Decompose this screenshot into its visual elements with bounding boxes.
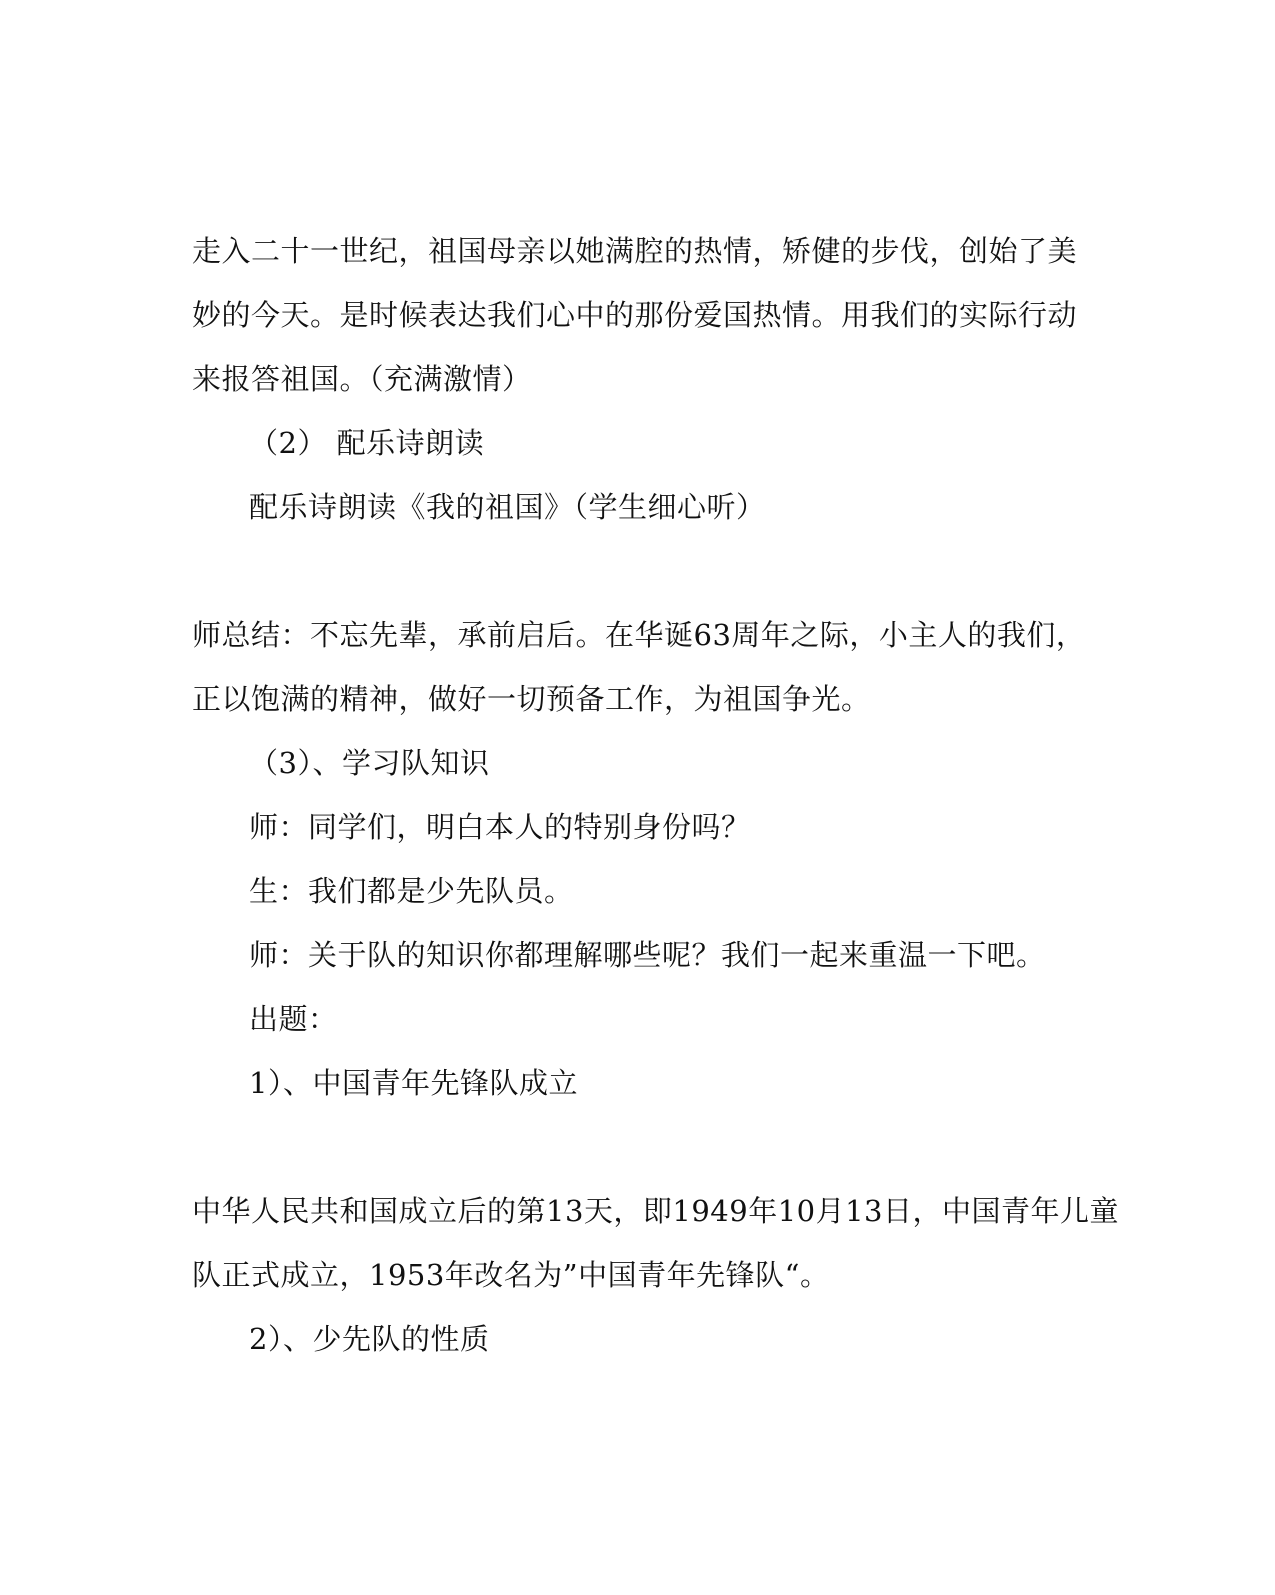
paragraph-line: 配乐诗朗读《我的祖国》（学生细心听） bbox=[249, 490, 766, 524]
paragraph-line: 队正式成立，1953年改名为”中国青年先锋队“。 bbox=[192, 1258, 830, 1292]
paragraph-line: 中华人民共和国成立后的第13天，即1949年10月13日，中国青年儿童 bbox=[192, 1194, 1120, 1228]
question-heading: 1）、中国青年先锋队成立 bbox=[249, 1066, 578, 1100]
paragraph-line: 来报答祖国。（充满激情） bbox=[192, 362, 532, 396]
paragraph-line: 正以饱满的精神，做好一切预备工作，为祖国争光。 bbox=[192, 682, 871, 716]
dialogue-line: 师：同学们，明白本人的特别身份吗？ bbox=[249, 810, 751, 844]
section-heading: （2） 配乐诗朗读 bbox=[249, 426, 485, 460]
paragraph-line: 出题： bbox=[249, 1002, 338, 1036]
paragraph-line: 走入二十一世纪，祖国母亲以她满腔的热情，矫健的步伐，创始了美 bbox=[192, 234, 1078, 268]
paragraph-line: 师总结：不忘先辈，承前启后。在华诞63周年之际，小主人的我们， bbox=[192, 618, 1086, 652]
section-heading: （3）、学习队知识 bbox=[249, 746, 490, 780]
paragraph-line: 妙的今天。是时候表达我们心中的那份爱国热情。用我们的实际行动 bbox=[192, 298, 1078, 332]
dialogue-line: 生：我们都是少先队员。 bbox=[249, 874, 574, 908]
question-heading: 2）、少先队的性质 bbox=[249, 1322, 490, 1356]
dialogue-line: 师：关于队的知识你都理解哪些呢？我们一起来重温一下吧。 bbox=[249, 938, 1046, 972]
